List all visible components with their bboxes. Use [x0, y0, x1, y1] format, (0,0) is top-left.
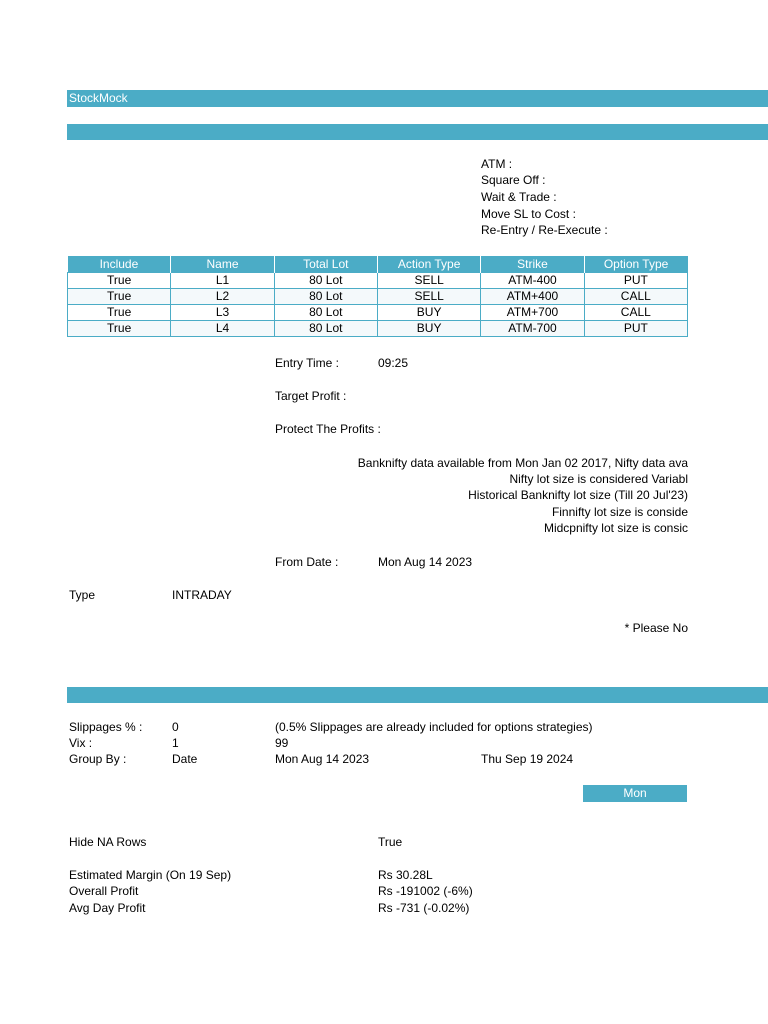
cell-include[interactable]: True — [68, 321, 171, 337]
header-strike: Strike — [481, 256, 584, 273]
vix-label: Vix : — [69, 736, 93, 750]
cell-strike: ATM-700 — [481, 321, 584, 337]
type-label: Type — [69, 588, 96, 602]
cell-name: L2 — [171, 289, 274, 305]
cell-name: L3 — [171, 305, 274, 321]
cell-name: L1 — [171, 273, 274, 289]
hide-na-value[interactable]: True — [378, 835, 403, 849]
from-date-label: From Date : — [275, 555, 339, 569]
overall-profit-label: Overall Profit — [69, 884, 139, 898]
cell-option-type: CALL — [584, 289, 687, 305]
entry-time-value[interactable]: 09:25 — [378, 356, 409, 370]
range-start-date[interactable]: Mon Aug 14 2023 — [275, 752, 370, 766]
note-line-3: Historical Banknifty lot size (Till 20 Jul'23) — [468, 488, 688, 502]
avg-day-profit-value: Rs -731 (-0.02%) — [378, 901, 470, 915]
note-line-4: Finnifty lot size is conside — [551, 505, 688, 519]
margin-label: Estimated Margin (On 19 Sep) — [69, 868, 232, 882]
table-row — [68, 305, 688, 321]
type-value[interactable]: INTRADAY — [172, 588, 232, 602]
group-by-label: Group By : — [69, 752, 127, 766]
header-option-type: Option Type — [584, 256, 687, 273]
cell-total-lot: 80 Lot — [274, 321, 377, 337]
slippages-value[interactable]: 0 — [172, 720, 179, 734]
avg-day-profit-label: Avg Day Profit — [69, 901, 146, 915]
cell-action-type: BUY — [377, 321, 480, 337]
target-profit-label: Target Profit : — [275, 389, 347, 403]
margin-value: Rs 30.28L — [378, 868, 433, 882]
header-name: Name — [171, 256, 274, 273]
table-row — [68, 273, 688, 289]
move-sl-label: Move SL to Cost : — [481, 207, 576, 221]
cell-action-type: SELL — [377, 273, 480, 289]
overall-profit-value: Rs -191002 (-6%) — [378, 884, 473, 898]
cell-strike: ATM+700 — [481, 305, 584, 321]
cell-total-lot: 80 Lot — [274, 273, 377, 289]
slippages-label: Slippages % : — [69, 720, 143, 734]
header-action-type: Action Type — [377, 256, 480, 273]
please-note-text: * Please No — [624, 621, 688, 635]
header-total-lot: Total Lot — [274, 256, 377, 273]
brand-title[interactable]: StockMock — [69, 91, 128, 105]
vix-min-value[interactable]: 1 — [172, 736, 179, 750]
from-date-value[interactable]: Mon Aug 14 2023 — [378, 555, 473, 569]
section-bar-top — [67, 124, 768, 140]
wait-trade-label: Wait & Trade : — [481, 190, 557, 204]
note-line-5: Midcpnifty lot size is consic — [543, 521, 688, 535]
note-line-1: Banknifty data available from Mon Jan 02 2017, Nifty data ava — [357, 456, 688, 470]
cell-include[interactable]: True — [68, 289, 171, 305]
cell-option-type: PUT — [584, 273, 687, 289]
entry-time-label: Entry Time : — [275, 356, 340, 370]
cell-include[interactable]: True — [68, 305, 171, 321]
mon-button[interactable]: Mon — [583, 785, 687, 802]
legs-table-header — [68, 256, 688, 273]
cell-strike: ATM+400 — [481, 289, 584, 305]
cell-total-lot: 80 Lot — [274, 305, 377, 321]
cell-strike: ATM-400 — [481, 273, 584, 289]
table-row — [68, 289, 688, 305]
protect-profits-label: Protect The Profits : — [275, 422, 381, 436]
header-include: Include — [68, 256, 171, 273]
slippages-note: (0.5% Slippages are already included for options strategies) — [275, 720, 593, 734]
cell-include[interactable]: True — [68, 273, 171, 289]
vix-max-value[interactable]: 99 — [275, 736, 289, 750]
note-line-2: Nifty lot size is considered Variabl — [509, 472, 688, 486]
cell-total-lot: 80 Lot — [274, 289, 377, 305]
cell-option-type: PUT — [584, 321, 687, 337]
atm-label: ATM : — [481, 157, 513, 171]
header-bar — [67, 90, 768, 107]
cell-name: L4 — [171, 321, 274, 337]
table-row — [68, 321, 688, 337]
section-bar-results — [67, 687, 768, 703]
reentry-label: Re-Entry / Re-Execute : — [481, 223, 608, 237]
legs-table — [67, 256, 688, 337]
cell-option-type: CALL — [584, 305, 687, 321]
range-end-date[interactable]: Thu Sep 19 2024 — [481, 752, 574, 766]
group-by-value[interactable]: Date — [172, 752, 198, 766]
cell-action-type: BUY — [377, 305, 480, 321]
hide-na-label: Hide NA Rows — [69, 835, 147, 849]
cell-action-type: SELL — [377, 289, 480, 305]
square-off-label: Square Off : — [481, 173, 546, 187]
